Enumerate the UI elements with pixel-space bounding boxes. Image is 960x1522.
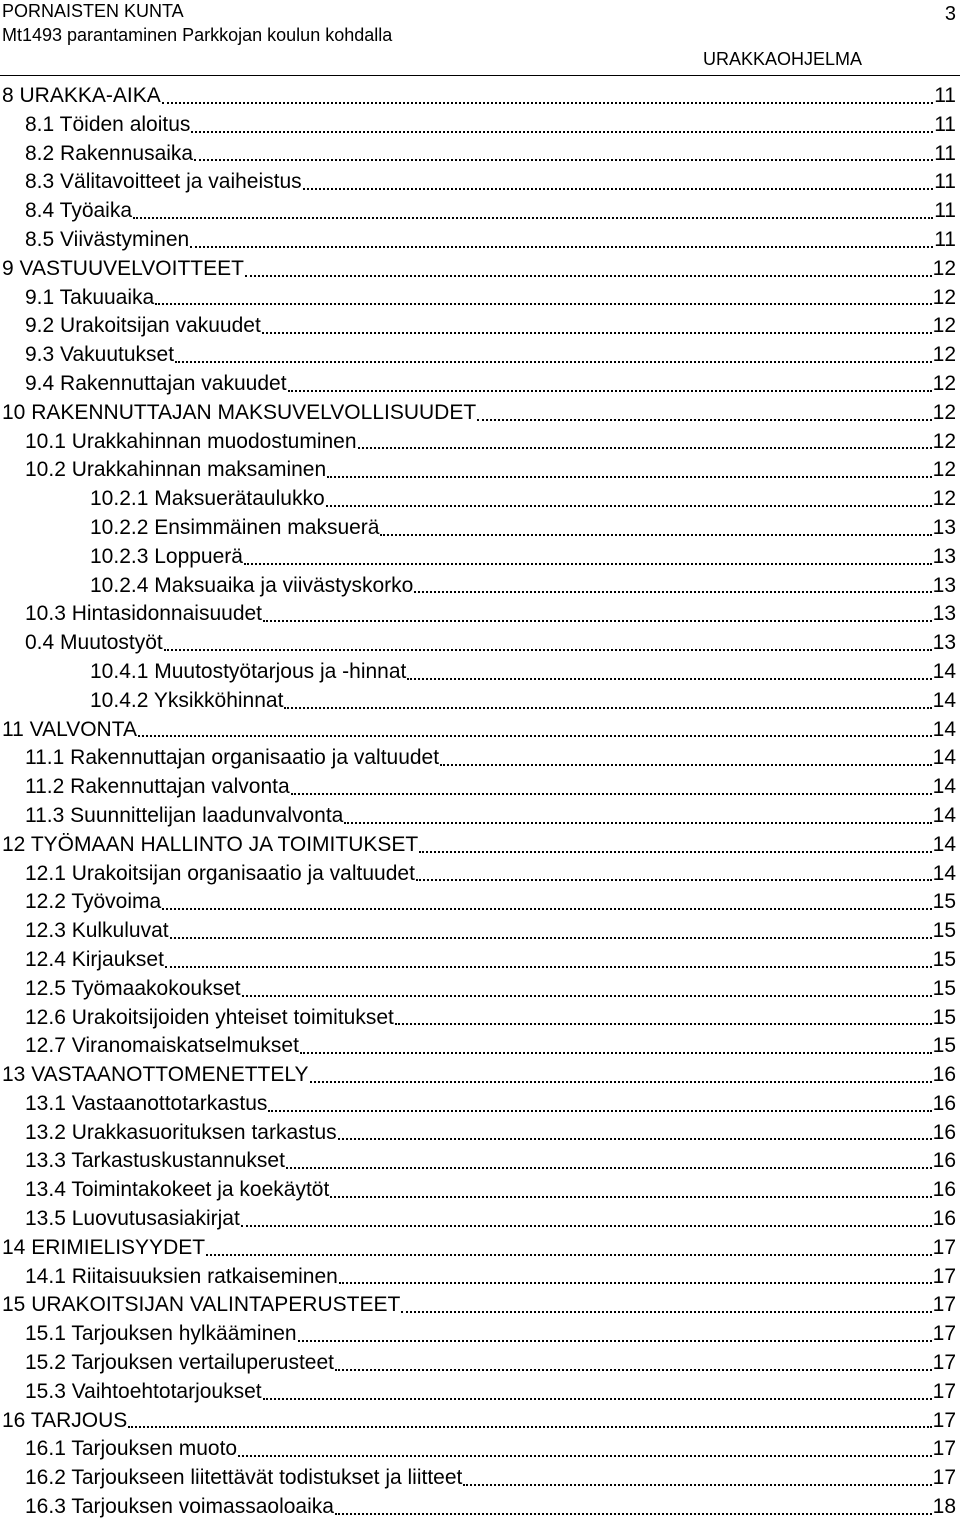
- toc-entry-page: 17: [932, 1466, 956, 1490]
- toc-dot-leader: [286, 1166, 932, 1169]
- toc-entry-page: 13: [932, 631, 956, 655]
- toc-entry-label: 11.1 Rakennuttajan organisaatio ja valtuudet: [25, 746, 440, 770]
- toc-entry[interactable]: [2, 399, 956, 428]
- toc-entry[interactable]: [2, 773, 956, 802]
- toc-entry-page: 14: [932, 688, 956, 712]
- toc-entry[interactable]: [2, 1004, 956, 1033]
- toc-entry-page: 13: [932, 515, 956, 539]
- toc-entry-label: 13.2 Urakkasuorituksen tarkastus: [25, 1120, 337, 1144]
- toc-entry-label: 12.6 Urakoitsijoiden yhteiset toimitukset: [25, 1005, 394, 1029]
- toc-dot-leader: [298, 1339, 932, 1342]
- toc-dot-leader: [414, 590, 931, 593]
- toc-dot-leader: [155, 302, 931, 305]
- toc-entry[interactable]: [2, 370, 956, 399]
- toc-entry-page: 14: [932, 832, 956, 856]
- toc-entry-label: 10.3 Hintasidonnaisuudet: [25, 602, 263, 626]
- toc-dot-leader: [303, 187, 934, 190]
- toc-dot-leader: [191, 130, 933, 133]
- toc-entry-label: 16.2 Tarjoukseen liitettävät todistukset ja liitteet: [25, 1466, 463, 1490]
- toc-dot-leader: [138, 734, 932, 737]
- toc-dot-leader: [477, 418, 931, 421]
- toc-entry[interactable]: [2, 802, 956, 831]
- toc-entry[interactable]: [2, 1205, 956, 1234]
- toc-dot-leader: [133, 216, 933, 219]
- toc-dot-leader: [194, 158, 933, 161]
- toc-dot-leader: [162, 101, 933, 104]
- toc-entry[interactable]: [2, 255, 956, 284]
- toc-entry-label: 12.4 Kirjaukset: [25, 947, 164, 971]
- toc-entry[interactable]: [2, 946, 956, 975]
- toc-entry-page: 14: [932, 659, 956, 683]
- toc-entry-label: 12.1 Urakoitsijan organisaatio ja valtuudet: [25, 861, 415, 885]
- toc-entry[interactable]: [2, 1176, 956, 1205]
- toc-entry[interactable]: [2, 1493, 956, 1522]
- toc-entry-label: 9.2 Urakoitsijan vakuudet: [25, 314, 261, 338]
- toc-entry[interactable]: [2, 1320, 956, 1349]
- toc-entry-label: 11.3 Suunnittelijan laadunvalvonta: [25, 803, 344, 827]
- toc-entry[interactable]: [2, 744, 956, 773]
- toc-dot-leader: [284, 706, 931, 709]
- toc-entry-label: 8.5 Viivästyminen: [25, 227, 190, 251]
- toc-entry[interactable]: [2, 888, 956, 917]
- toc-entry-label: 14.1 Riitaisuuksien ratkaiseminen: [25, 1264, 338, 1288]
- toc-entry-page: 16: [932, 1063, 956, 1087]
- toc-entry-label: 13.1 Vastaanottotarkastus: [25, 1091, 268, 1115]
- toc-entry-page: 12: [932, 256, 956, 280]
- toc-entry[interactable]: [2, 514, 956, 543]
- toc-entry-page: 12: [932, 314, 956, 338]
- toc-entry-label: 8.2 Rakennusaika: [25, 141, 194, 165]
- toc-entry-label: 15 URAKOITSIJAN VALINTAPERUSTEET: [2, 1293, 401, 1317]
- toc-entry-label: 10.2.1 Maksuerätaulukko: [90, 487, 325, 511]
- toc-entry-label: 8.3 Välitavoitteet ja vaiheistus: [25, 170, 302, 194]
- toc-entry-label: 10.2.4 Maksuaika ja viivästyskorko: [90, 573, 414, 597]
- toc-dot-leader: [310, 1080, 932, 1083]
- toc-dot-leader: [245, 274, 932, 277]
- toc-entry[interactable]: [2, 1061, 956, 1090]
- toc-dot-leader: [401, 1310, 931, 1313]
- toc-entry-page: 14: [932, 746, 956, 770]
- toc-entry-label: 9.1 Takuuaika: [25, 285, 155, 309]
- toc-dot-leader: [164, 648, 932, 651]
- toc-entry-page: 11: [934, 227, 956, 251]
- toc-entry-label: 12.7 Viranomaiskatselmukset: [25, 1034, 299, 1058]
- toc-dot-leader: [335, 1368, 932, 1371]
- toc-entry-label: 16.3 Tarjouksen voimassaoloaika: [25, 1495, 334, 1519]
- toc-entry-page: 11: [934, 170, 956, 194]
- toc-entry-label: 9 VASTUUVELVOITTEET: [2, 256, 244, 280]
- toc-entry-page: 15: [932, 1005, 956, 1029]
- toc-entry-page: 16: [932, 1120, 956, 1144]
- toc-entry[interactable]: [2, 1435, 956, 1464]
- toc-entry[interactable]: [2, 572, 956, 601]
- toc-entry[interactable]: [2, 1090, 956, 1119]
- toc-entry-page: 11: [934, 84, 956, 107]
- toc-dot-leader: [419, 850, 931, 853]
- toc-entry-page: 17: [932, 1322, 956, 1346]
- toc-entry-page: 15: [932, 976, 956, 1000]
- toc-entry-label: 10.2 Urakkahinnan maksaminen: [25, 458, 327, 482]
- toc-dot-leader: [300, 1051, 932, 1054]
- toc-entry[interactable]: [2, 1291, 956, 1320]
- toc-dot-leader: [165, 965, 932, 968]
- toc-dot-leader: [380, 533, 931, 536]
- toc-entry-page: 11: [934, 199, 956, 223]
- toc-entry-page: 12: [932, 285, 956, 309]
- toc-entry-page: 17: [932, 1351, 956, 1375]
- toc-entry-label: 10.4.2 Yksikköhinnat: [90, 688, 284, 712]
- toc-entry-label: 9.3 Vakuutukset: [25, 343, 175, 367]
- toc-entry-page: 13: [932, 544, 956, 568]
- toc-entry[interactable]: [2, 341, 956, 370]
- toc-dot-leader: [263, 619, 932, 622]
- toc-entry-label: 8.1 Töiden aloitus: [25, 112, 191, 136]
- toc-dot-leader: [242, 994, 932, 997]
- toc-dot-leader: [170, 936, 932, 939]
- toc-dot-leader: [440, 763, 932, 766]
- toc-entry-label: 8 URAKKA-AIKA: [2, 84, 161, 107]
- toc-entry-page: 17: [932, 1437, 956, 1461]
- toc-dot-leader: [395, 1022, 932, 1025]
- toc-dot-leader: [358, 446, 932, 449]
- toc-entry-label: 9.4 Rakennuttajan vakuudet: [25, 371, 287, 395]
- toc-entry-page: 17: [932, 1379, 956, 1403]
- toc-entry[interactable]: [2, 485, 956, 514]
- toc-entry[interactable]: [2, 428, 956, 457]
- toc-entry-page: 16: [932, 1091, 956, 1115]
- toc-entry-page: 12: [932, 458, 956, 482]
- toc-entry[interactable]: [2, 1464, 956, 1493]
- toc-entry-label: 12.3 Kulkuluvat: [25, 919, 169, 943]
- toc-entry-page: 16: [932, 1178, 956, 1202]
- toc-entry-label: 10.4.1 Muutostyötarjous ja -hinnat: [90, 659, 407, 683]
- toc-entry-page: 13: [932, 573, 956, 597]
- toc-entry-label: 10.2.3 Loppuerä: [90, 544, 243, 568]
- toc-entry-page: 13: [932, 602, 956, 626]
- toc-dot-leader: [128, 1425, 931, 1428]
- toc-dot-leader: [326, 504, 932, 507]
- toc-entry[interactable]: [2, 1407, 956, 1436]
- toc-entry-page: 14: [932, 775, 956, 799]
- toc-entry[interactable]: [2, 629, 956, 658]
- toc-entry-page: 18: [932, 1495, 956, 1519]
- toc-dot-leader: [338, 1137, 932, 1140]
- toc-dot-leader: [190, 245, 933, 248]
- toc-dot-leader: [206, 1253, 932, 1256]
- toc-entry-page: 16: [932, 1149, 956, 1173]
- toc-dot-leader: [330, 1195, 931, 1198]
- toc-dot-leader: [407, 677, 931, 680]
- toc-entry[interactable]: [2, 312, 956, 341]
- toc-entry[interactable]: [2, 1349, 956, 1378]
- toc-entry[interactable]: [2, 226, 956, 255]
- toc-entry[interactable]: [2, 543, 956, 572]
- toc-entry[interactable]: [2, 600, 956, 629]
- toc-entry[interactable]: [2, 917, 956, 946]
- toc-entry-page: 15: [932, 919, 956, 943]
- toc-entry[interactable]: [2, 111, 956, 140]
- toc-entry-page: 14: [932, 803, 956, 827]
- toc-entry-label: 11 VALVONTA: [2, 717, 137, 741]
- toc-entry-label: 16.1 Tarjouksen muoto: [25, 1437, 238, 1461]
- toc-entry-page: 15: [932, 947, 956, 971]
- toc-entry-label: 11.2 Rakennuttajan valvonta: [25, 775, 290, 799]
- toc-entry-page: 17: [932, 1235, 956, 1259]
- toc-entry-page: 14: [932, 861, 956, 885]
- toc-dot-leader: [327, 475, 931, 478]
- toc-entry-page: 16: [932, 1207, 956, 1231]
- toc-entry-label: 13 VASTAANOTTOMENETTELY: [2, 1063, 309, 1087]
- header-divider: [0, 75, 960, 76]
- toc-dot-leader: [463, 1483, 931, 1486]
- toc-entry-label: 13.4 Toimintakokeet ja koekäytöt: [25, 1178, 330, 1202]
- toc-entry-label: 0.4 Muutostyöt: [25, 631, 163, 655]
- toc-dot-leader: [268, 1109, 931, 1112]
- toc-dot-leader: [339, 1281, 932, 1284]
- toc-entry-label: 15.2 Tarjouksen vertailuperusteet: [25, 1351, 334, 1375]
- toc-entry[interactable]: [2, 860, 956, 889]
- table-of-contents: [2, 82, 956, 1522]
- toc-entry-page: 11: [934, 112, 956, 136]
- toc-entry-label: 10.1 Urakkahinnan muodostuminen: [25, 429, 357, 453]
- toc-entry-page: 12: [932, 429, 956, 453]
- toc-entry[interactable]: [2, 975, 956, 1004]
- toc-entry[interactable]: [2, 168, 956, 197]
- toc-entry[interactable]: [2, 831, 956, 860]
- toc-entry-label: 15.1 Tarjouksen hylkääminen: [25, 1322, 297, 1346]
- toc-entry[interactable]: [2, 82, 956, 111]
- toc-entry[interactable]: [2, 687, 956, 716]
- toc-entry-label: 15.3 Vaihtoehtotarjoukset: [25, 1379, 262, 1403]
- toc-entry-page: 12: [932, 487, 956, 511]
- toc-dot-leader: [162, 907, 931, 910]
- toc-entry[interactable]: [2, 1032, 956, 1061]
- header-project: Mt1493 parantaminen Parkkojan koulun kohdalla: [2, 25, 393, 45]
- toc-entry-label: 12 TYÖMAAN HALLINTO JA TOIMITUKSET: [2, 832, 419, 856]
- toc-entry-page: 17: [932, 1293, 956, 1317]
- toc-entry[interactable]: [2, 1263, 956, 1292]
- toc-entry[interactable]: [2, 1378, 956, 1407]
- toc-entry-page: 12: [932, 343, 956, 367]
- toc-dot-leader: [344, 821, 931, 824]
- toc-entry-label: 14 ERIMIELISYYDET: [2, 1235, 206, 1259]
- toc-entry-label: 10.2.2 Ensimmäinen maksuerä: [90, 515, 380, 539]
- toc-entry[interactable]: [2, 716, 956, 745]
- toc-entry[interactable]: [2, 1147, 956, 1176]
- toc-entry-label: 10 RAKENNUTTAJAN MAKSUVELVOLLISUUDET: [2, 400, 477, 424]
- toc-entry-page: 12: [932, 371, 956, 395]
- toc-dot-leader: [335, 1512, 932, 1515]
- toc-entry[interactable]: [2, 1234, 956, 1263]
- toc-entry-label: 16 TARJOUS: [2, 1408, 128, 1432]
- toc-entry[interactable]: [2, 456, 956, 485]
- toc-dot-leader: [241, 1224, 932, 1227]
- toc-entry-page: 11: [934, 141, 956, 165]
- toc-entry[interactable]: [2, 284, 956, 313]
- page-number: 3: [944, 3, 956, 25]
- toc-entry-page: 14: [932, 717, 956, 741]
- toc-entry-label: 12.2 Työvoima: [25, 890, 162, 914]
- toc-entry-label: 13.5 Luovutusasiakirjat: [25, 1207, 240, 1231]
- toc-entry-page: 12: [932, 400, 956, 424]
- toc-entry[interactable]: [2, 1119, 956, 1148]
- toc-entry-page: 17: [932, 1264, 956, 1288]
- toc-entry-label: 13.3 Tarkastuskustannukset: [25, 1149, 285, 1173]
- toc-entry-page: 15: [932, 1034, 956, 1058]
- toc-dot-leader: [291, 792, 932, 795]
- toc-entry-page: 17: [932, 1408, 956, 1432]
- toc-entry[interactable]: [2, 140, 956, 169]
- toc-entry[interactable]: [2, 197, 956, 226]
- toc-entry-label: 8.4 Työaika: [25, 199, 133, 223]
- toc-dot-leader: [175, 360, 932, 363]
- document-title: URAKKAOHJELMA: [702, 49, 862, 69]
- toc-dot-leader: [244, 562, 932, 565]
- toc-dot-leader: [416, 878, 932, 881]
- toc-dot-leader: [263, 1397, 932, 1400]
- toc-dot-leader: [288, 389, 932, 392]
- toc-dot-leader: [238, 1454, 932, 1457]
- toc-entry-page: 15: [932, 890, 956, 914]
- toc-entry-label: 12.5 Työmaakokoukset: [25, 976, 241, 1000]
- header-organization: PORNAISTEN KUNTA: [2, 1, 184, 21]
- toc-entry[interactable]: [2, 658, 956, 687]
- toc-dot-leader: [262, 331, 932, 334]
